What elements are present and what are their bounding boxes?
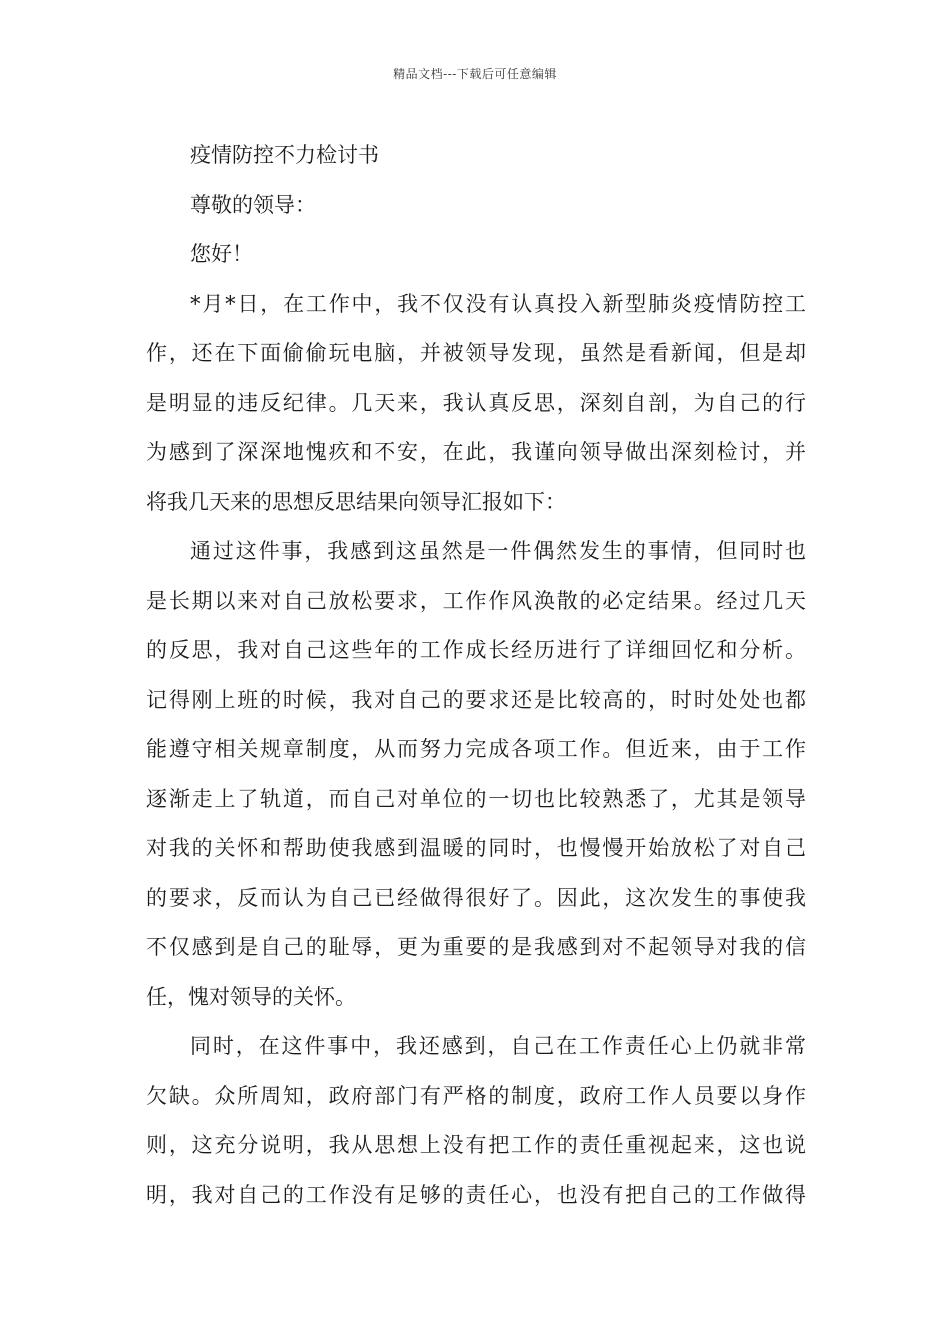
paragraph-line: 的要求，反而认为自己已经做得很好了。因此，这次发生的事使我 (146, 885, 806, 910)
paragraph-line: 任，愧对领导的关怀。 (146, 984, 356, 1009)
document-title: 疫情防控不力检讨书 (190, 143, 379, 167)
paragraph-line: *月*日，在工作中，我不仅没有认真投入新型肺炎疫情防控工 (190, 291, 806, 316)
paragraph-2 (146, 527, 806, 1022)
paragraph-line: 则，这充分说明，我从思想上没有把工作的责任重视起来，这也说 (146, 1133, 806, 1157)
paragraph-line: 通过这件事，我感到这虽然是一件偶然发生的事情，但同时也 (190, 539, 806, 563)
document-body (146, 131, 806, 1220)
paragraph-line: 记得刚上班的时候，我对自己的要求还是比较高的，时时处处也都 (146, 687, 806, 712)
paragraph-line: 明，我对自己的工作没有足够的责任心，也没有把自己的工作做得 (146, 1182, 806, 1207)
paragraph-line: 的反思，我对自己这些年的工作成长经历进行了详细回忆和分析。 (146, 638, 806, 662)
salutation: 尊敬的领导： (190, 192, 316, 217)
paragraph-line: 将我几天来的思想反思结果向领导汇报如下： (146, 489, 566, 514)
paragraph-line: 逐渐走上了轨道，而自己对单位的一切也比较熟悉了，尤其是领导 (146, 786, 806, 811)
paragraph-line: 对我的关怀和帮助使我感到温暖的同时，也慢慢开始放松了对自己 (146, 836, 806, 860)
paragraph-line: 不仅感到是自己的耻辱，更为重要的是我感到对不起领导对我的信 (146, 935, 806, 959)
paragraph-1 (146, 280, 806, 528)
greeting: 您好！ (190, 242, 253, 266)
paragraph-3 (146, 1022, 806, 1220)
paragraph-line: 能遵守相关规章制度，从而努力完成各项工作。但近来，由于工作 (146, 737, 806, 761)
paragraph-line: 同时，在这件事中，我还感到，自己在工作责任心上仍就非常 (190, 1034, 806, 1058)
paragraph-line: 是明显的违反纪律。几天来，我认真反思，深刻自剖，为自己的行 (146, 390, 806, 415)
paragraph-line: 是长期以来对自己放松要求，工作作风涣散的必定结果。经过几天 (146, 588, 806, 613)
page-header-watermark: 精品文档---下载后可任意编辑 (393, 67, 557, 81)
paragraph-line: 欠缺。众所周知，政府部门有严格的制度，政府工作人员要以身作 (146, 1083, 806, 1108)
paragraph-line: 作，还在下面偷偷玩电脑，并被领导发现，虽然是看新闻，但是却 (146, 341, 806, 365)
paragraph-line: 为感到了深深地愧疚和不安，在此，我谨向领导做出深刻检讨，并 (146, 440, 806, 464)
